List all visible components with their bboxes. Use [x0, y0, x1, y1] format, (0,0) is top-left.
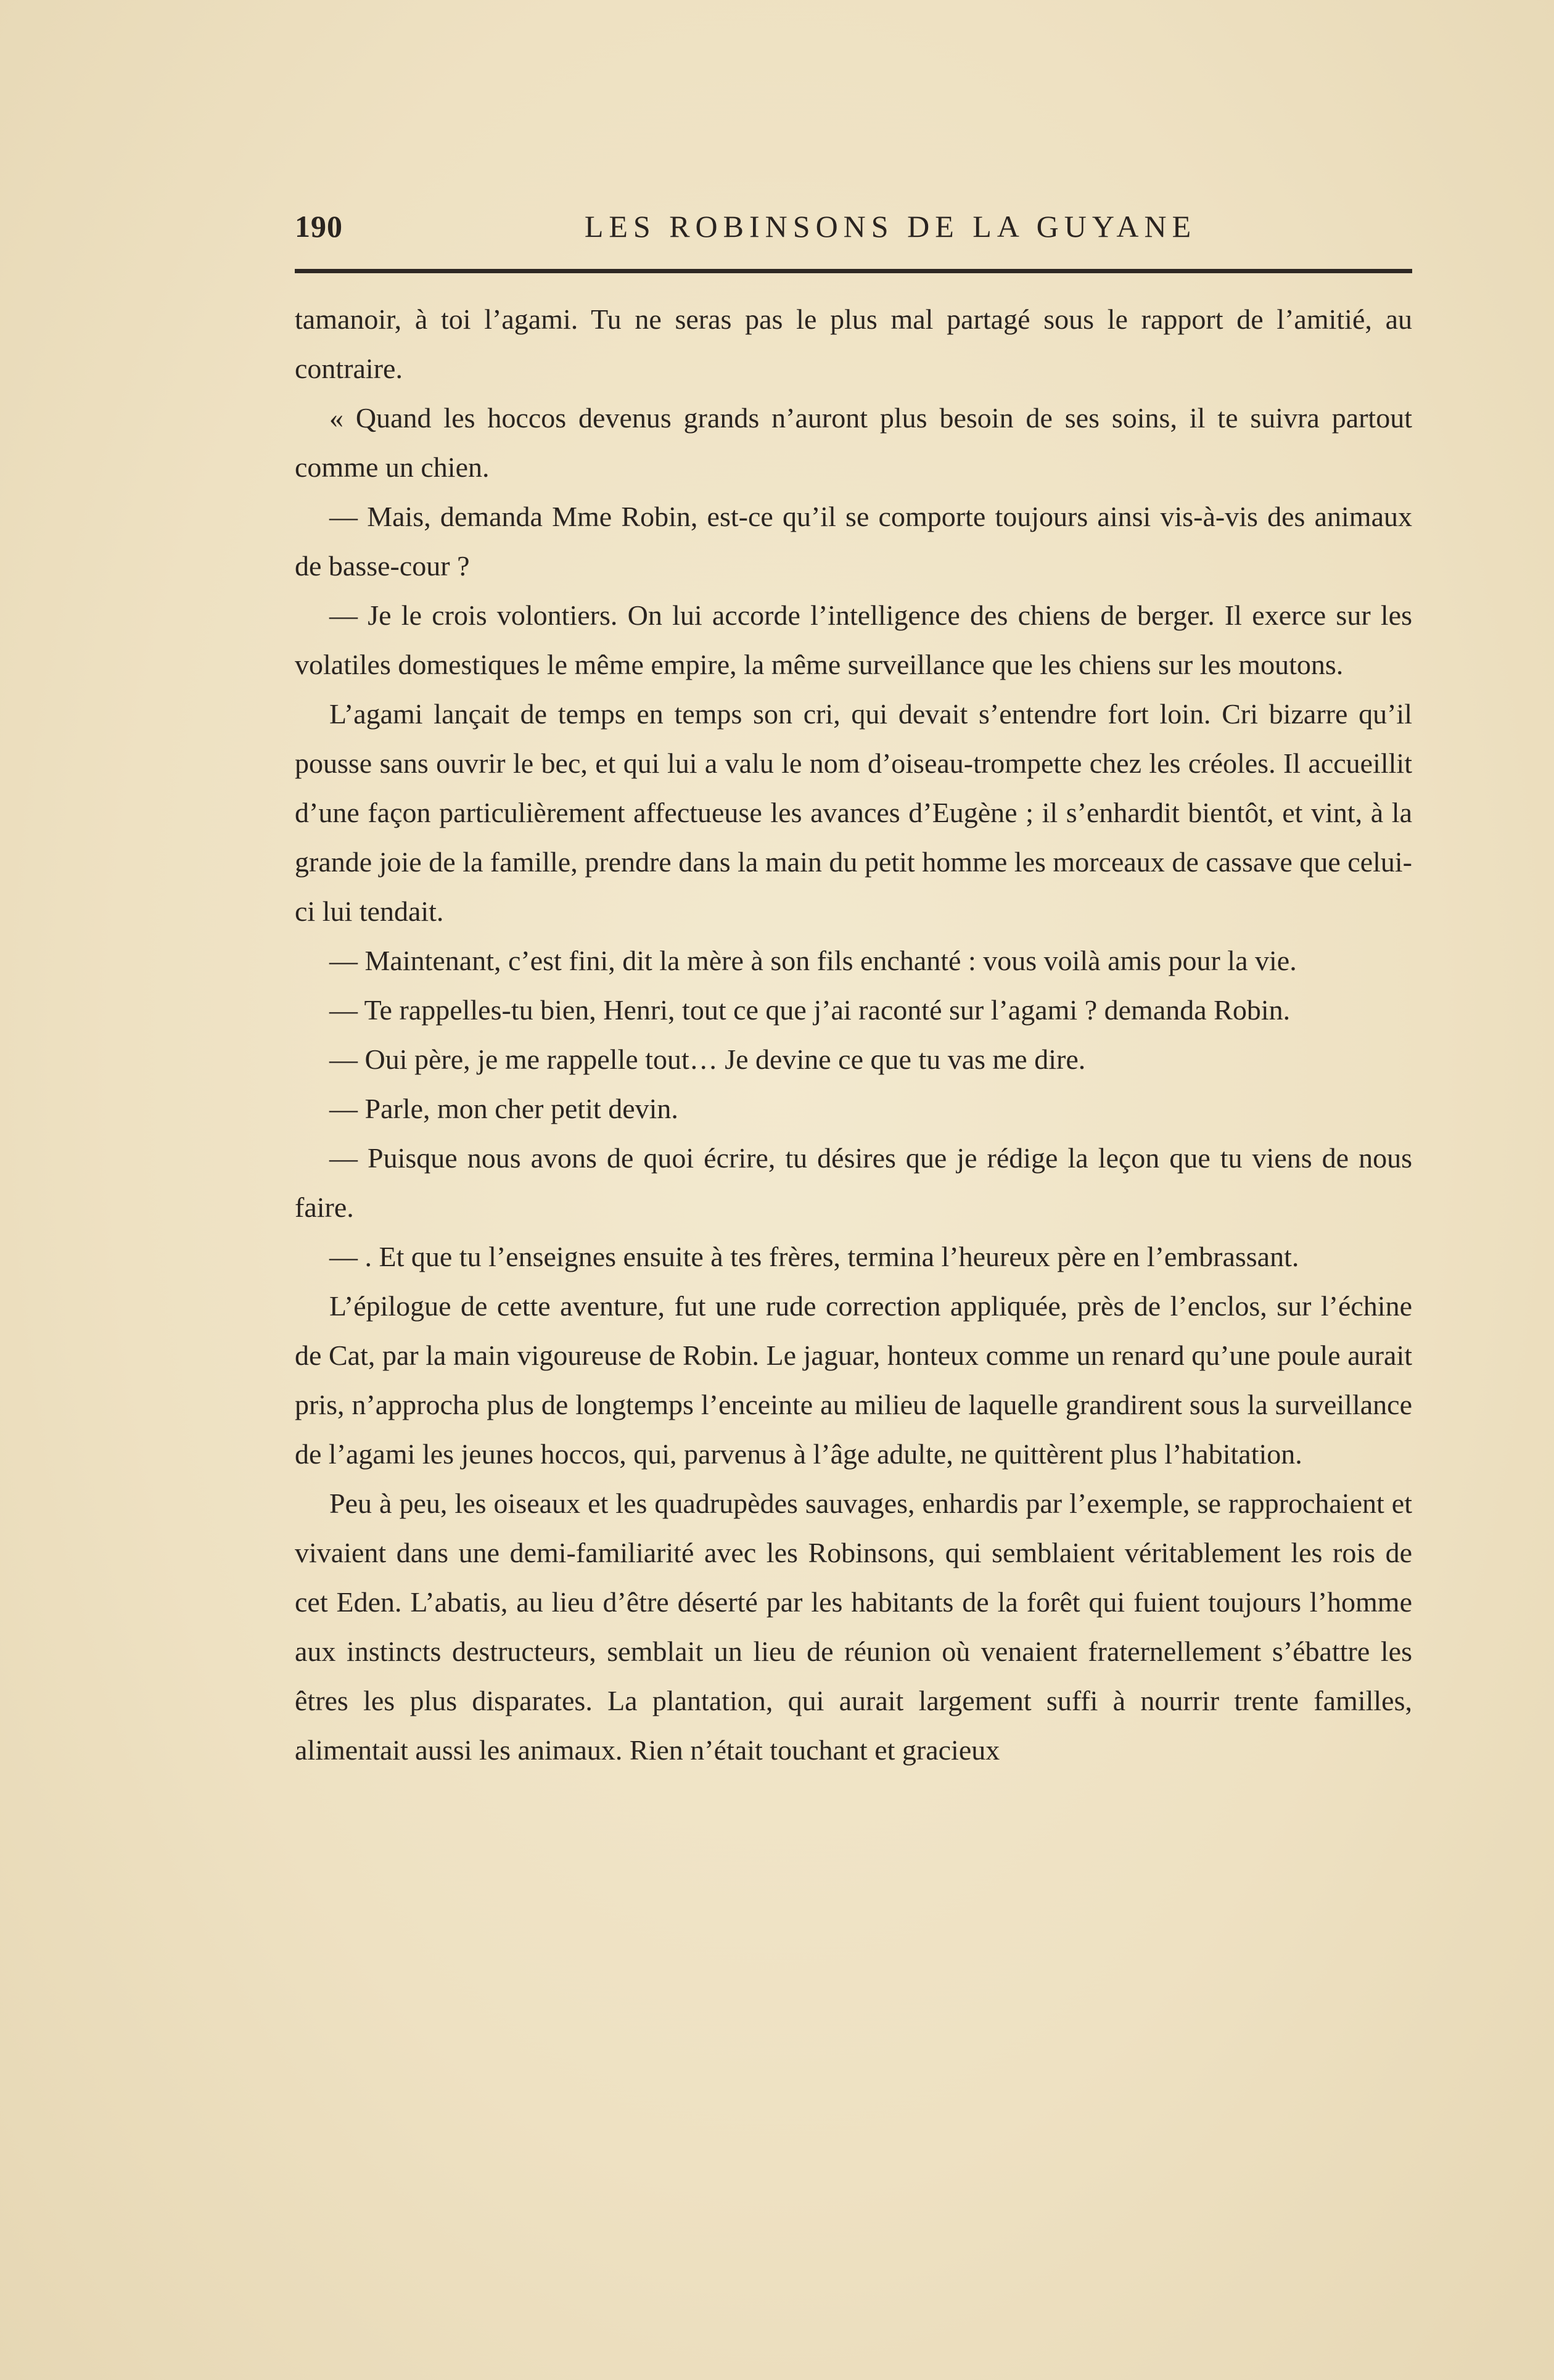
paragraph: — Maintenant, c’est fini, dit la mère à son fils enchanté : vous voilà amis pour la vie. — [329, 945, 1297, 976]
paragraph: — Je le crois volontiers. On lui accorde l’intelligence des chiens de berger. Il exerce sur les volatiles domestiques le même empire, la même surveillance que les chiens sur les moutons. — [295, 599, 1412, 680]
body-text — [295, 295, 1412, 1775]
paragraph: — Puisque nous avons de quoi écrire, tu désires que je rédige la leçon que tu viens de nous faire. — [295, 1142, 1412, 1223]
paragraph: — Oui père, je me rappelle tout… Je devine ce que tu vas me dire. — [329, 1044, 1086, 1075]
page-header — [295, 199, 1412, 254]
page-number: 190 — [295, 209, 343, 244]
paragraph: Peu à peu, les oiseaux et les quadrupèdes sauvages, enhardis par l’exemple, se rapprochaient et vivaient dans une demi-familiarité avec les Robinsons, qui semblaient véritablement les rois de cet Eden. L’abatis, au lieu d’être déserté par les habitants de la forêt qui fuient toujours l’homme aux instincts destructeurs, semblait un lieu de réunion où venaient fraternellement s’ébattre les êtres les plus disparates. La plantation, qui aurait largement suffi à nourrir trente familles, alimentait aussi les animaux. Rien n’était touchant et gracieux — [295, 1488, 1412, 1766]
paragraph: L’agami lançait de temps en temps son cri, qui devait s’entendre fort loin. Cri bizarre qu’il pousse sans ouvrir le bec, et qui lui a valu le nom d’oiseau-trompette chez les créoles. Il accueillit d’une façon particulièrement affectueuse les avances d’Eugène ; il s’enhardit bientôt, et vint, à la grande joie de la famille, prendre dans la main du petit homme les morceaux de cassave que celui-ci lui tendait. — [295, 698, 1412, 927]
paragraph: — . Et que tu l’enseignes ensuite à tes frères, termina l’heureux père en l’embrassant. — [329, 1241, 1299, 1272]
paragraph: — Mais, demanda Mme Robin, est-ce qu’il se comporte toujours ainsi vis-à-vis des animaux de basse-cour ? — [295, 501, 1412, 582]
header-rule — [295, 269, 1412, 273]
paragraph: L’épilogue de cette aventure, fut une rude correction appliquée, près de l’enclos, sur l’échine de Cat, par la main vigoureuse de Robin. Le jaguar, honteux comme un renard qu’une poule aurait pris, n’approcha plus de longtemps l’enceinte au milieu de laquelle grandirent sous la surveillance de l’agami les jeunes hoccos, qui, parvenus à l’âge adulte, ne quittèrent plus l’habitation. — [295, 1290, 1412, 1470]
paragraph: « Quand les hoccos devenus grands n’auront plus besoin de ses soins, il te suivra partout comme un chien. — [295, 402, 1412, 483]
paragraph: tamanoir, à toi l’agami. Tu ne seras pas le plus mal partagé sous le rapport de l’amitié, au contraire. — [295, 303, 1412, 384]
paragraph: — Te rappelles-tu bien, Henri, tout ce que j’ai raconté sur l’agami ? demanda Robin. — [329, 994, 1291, 1026]
paragraph: — Parle, mon cher petit devin. — [329, 1093, 678, 1124]
running-title: LES ROBINSONS DE LA GUYANE — [584, 209, 1197, 244]
